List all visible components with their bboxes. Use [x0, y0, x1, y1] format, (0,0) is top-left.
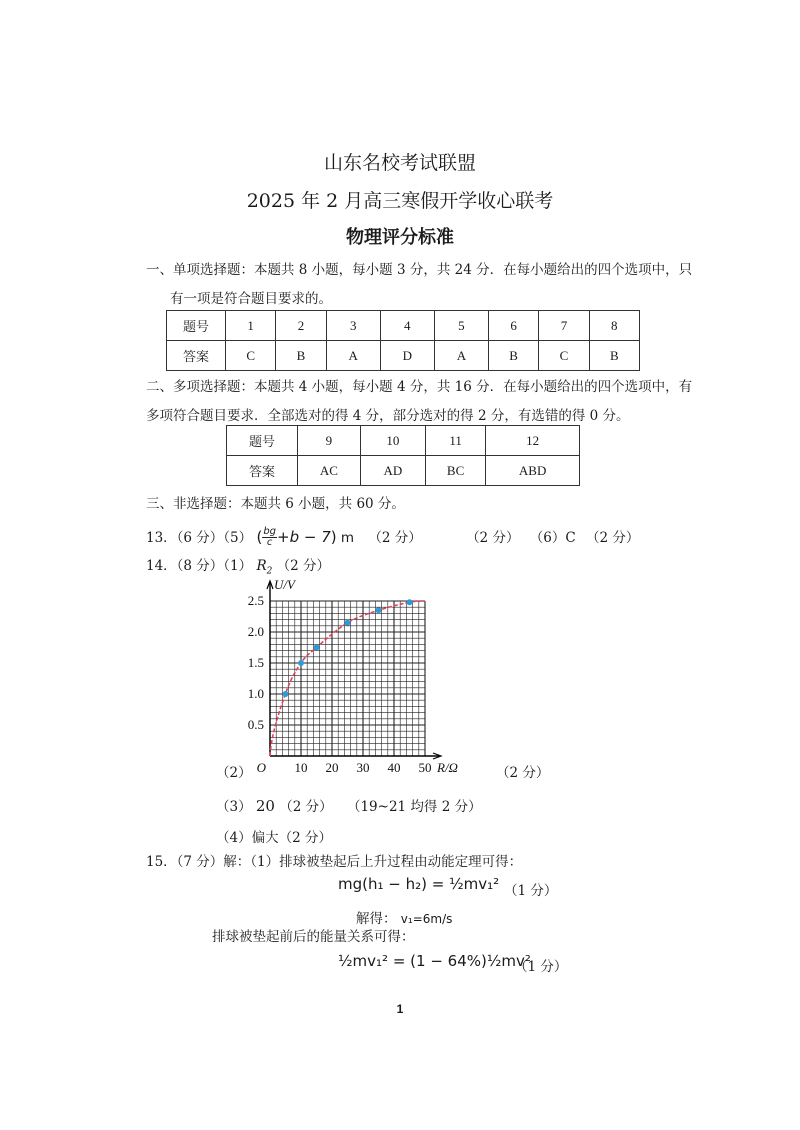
q13-formula-rest: +b − 7	[277, 528, 331, 546]
q13-unit: m	[340, 530, 355, 546]
table-cell-question: 8	[589, 311, 639, 341]
q15-solve-value: v₁=6m/s	[400, 912, 453, 926]
q15-solve-prefix: 解得：	[356, 911, 397, 927]
table-cell-question: 11	[425, 426, 485, 456]
q14-part3-line	[216, 795, 482, 815]
section3-heading: 三、非选择题：本题共 6 小题，共 60 分。	[146, 496, 405, 512]
x-tick-label: 40	[387, 760, 401, 775]
graph-labels	[248, 577, 458, 775]
y-tick-label: 1.5	[247, 655, 264, 670]
q14-answer1-sub: 2	[266, 566, 273, 577]
table-cell-question: 2	[276, 311, 326, 341]
exam-title: 2025 年 2 月高三寒假开学收心联考	[246, 190, 554, 212]
q14-answer1-r: R	[256, 558, 267, 574]
y-tick-label: 1.0	[247, 686, 264, 701]
table-row	[227, 456, 580, 486]
table-cell-answer: B	[589, 341, 639, 371]
x-tick-label: 30	[356, 760, 370, 775]
q15-eq1: mg(h₁ − h₂) = ½mv₁²	[338, 875, 500, 893]
q13-part6: （6）C	[529, 530, 576, 546]
data-point	[314, 645, 320, 651]
graph-axes	[267, 581, 441, 759]
q13-line	[146, 526, 639, 548]
y-axis-label: U/V	[274, 577, 295, 592]
table-cell-answer: AD	[360, 456, 425, 486]
row-label-question: 题号	[167, 311, 226, 341]
q14-score3: （2 分）	[279, 799, 333, 815]
table-cell-answer: BC	[425, 456, 485, 486]
table-cell-question: 1	[226, 311, 276, 341]
y-tick-label: 2.5	[247, 593, 264, 608]
table-cell-answer: A	[326, 341, 380, 371]
table-row	[167, 311, 640, 341]
table-cell-question: 7	[539, 311, 589, 341]
origin-label: O	[256, 760, 266, 775]
q15-line2: 排球被垫起前后的能量关系可得：	[212, 929, 415, 945]
q15-score2: （1 分）	[514, 959, 568, 975]
row-label-answer: 答案	[167, 341, 226, 371]
row-label-question: 题号	[227, 426, 298, 456]
q14-score2: （2 分）	[496, 765, 550, 781]
section1-heading-line1: 一、单项选择题：本题共 8 小题，每小题 3 分，共 24 分．在每小题给出的四个选项中，只	[146, 262, 693, 278]
table-cell-question: 12	[486, 426, 580, 456]
x-tick-label: 20	[325, 760, 339, 775]
q14-note3: （19~21 均得 2 分）	[346, 799, 482, 815]
table-cell-question: 3	[326, 311, 380, 341]
table-cell-answer: C	[539, 341, 589, 371]
q14-prefix: 14．（8 分）（1）	[146, 558, 253, 574]
data-point	[407, 599, 413, 605]
q14-answer3: 20	[255, 797, 275, 815]
q14-part2: （2）	[216, 765, 252, 781]
table-cell-answer: ABD	[486, 456, 580, 486]
section1-heading-line2: 有一项是符合题目要求的。	[170, 291, 332, 307]
q13-score1: （2 分）	[368, 530, 422, 546]
data-point	[298, 660, 304, 666]
q15-eq2: ½mv₁² = (1 − 64%)½mv²	[338, 952, 531, 970]
table-cell-answer: AC	[298, 456, 361, 486]
table-cell-question: 5	[434, 311, 488, 341]
table-cell-question: 4	[380, 311, 434, 341]
table-cell-answer: B	[276, 341, 326, 371]
section2-heading-line1: 二、多项选择题：本题共 4 小题，每小题 4 分，共 16 分．在每小题给出的四个选项中，有	[146, 379, 693, 395]
section2-heading-line2: 多项符合题目要求．全部选对的得 4 分，部分选对的得 2 分，有选错的得 0 分。	[146, 408, 630, 424]
table-cell-question: 10	[360, 426, 425, 456]
q15-line1: 15．（7 分）解：（1）排球被垫起后上升过程由动能定理可得：	[146, 854, 523, 870]
table-row	[167, 341, 640, 371]
graph-points	[283, 599, 413, 697]
table-cell-question: 9	[298, 426, 361, 456]
table-cell-answer: B	[488, 341, 538, 371]
x-tick-label: 10	[294, 760, 308, 775]
section2-answer-table	[226, 425, 580, 486]
q13-prefix: 13．（6 分）（5）	[146, 530, 253, 546]
table-row	[227, 426, 580, 456]
page-number: 1	[396, 1002, 404, 1016]
section1-answer-table	[166, 310, 640, 371]
row-label-answer: 答案	[227, 456, 298, 486]
q13-score2: （2 分）	[466, 530, 520, 546]
q14-part4: （4）偏大（2 分）	[216, 830, 332, 846]
q14-part3: （3）	[216, 799, 252, 815]
q14-score1: （2 分）	[276, 558, 331, 574]
x-tick-label: 50	[418, 760, 432, 775]
q13-formula: ( $\frac{bg}{c}$ +b − 7)	[256, 526, 337, 548]
q13-score3: （2 分）	[585, 530, 640, 546]
table-cell-answer: C	[226, 341, 276, 371]
table-cell-answer: A	[434, 341, 488, 371]
y-tick-label: 2.0	[247, 624, 264, 639]
q13-frac-den: c	[266, 537, 273, 548]
org-title: 山东名校考试联盟	[323, 152, 476, 174]
subject-title: 物理评分标准	[346, 227, 454, 248]
data-point	[345, 620, 351, 626]
data-point	[376, 607, 382, 613]
q15-solve-line	[356, 907, 452, 927]
u-r-graph	[200, 570, 500, 780]
data-point	[283, 691, 289, 697]
x-axis-label: R/Ω	[437, 760, 458, 775]
y-tick-label: 0.5	[247, 717, 264, 732]
q15-score1: （1 分）	[504, 883, 558, 899]
q13-frac-num: bg	[263, 526, 277, 537]
table-cell-question: 6	[488, 311, 538, 341]
table-cell-answer: D	[380, 341, 434, 371]
